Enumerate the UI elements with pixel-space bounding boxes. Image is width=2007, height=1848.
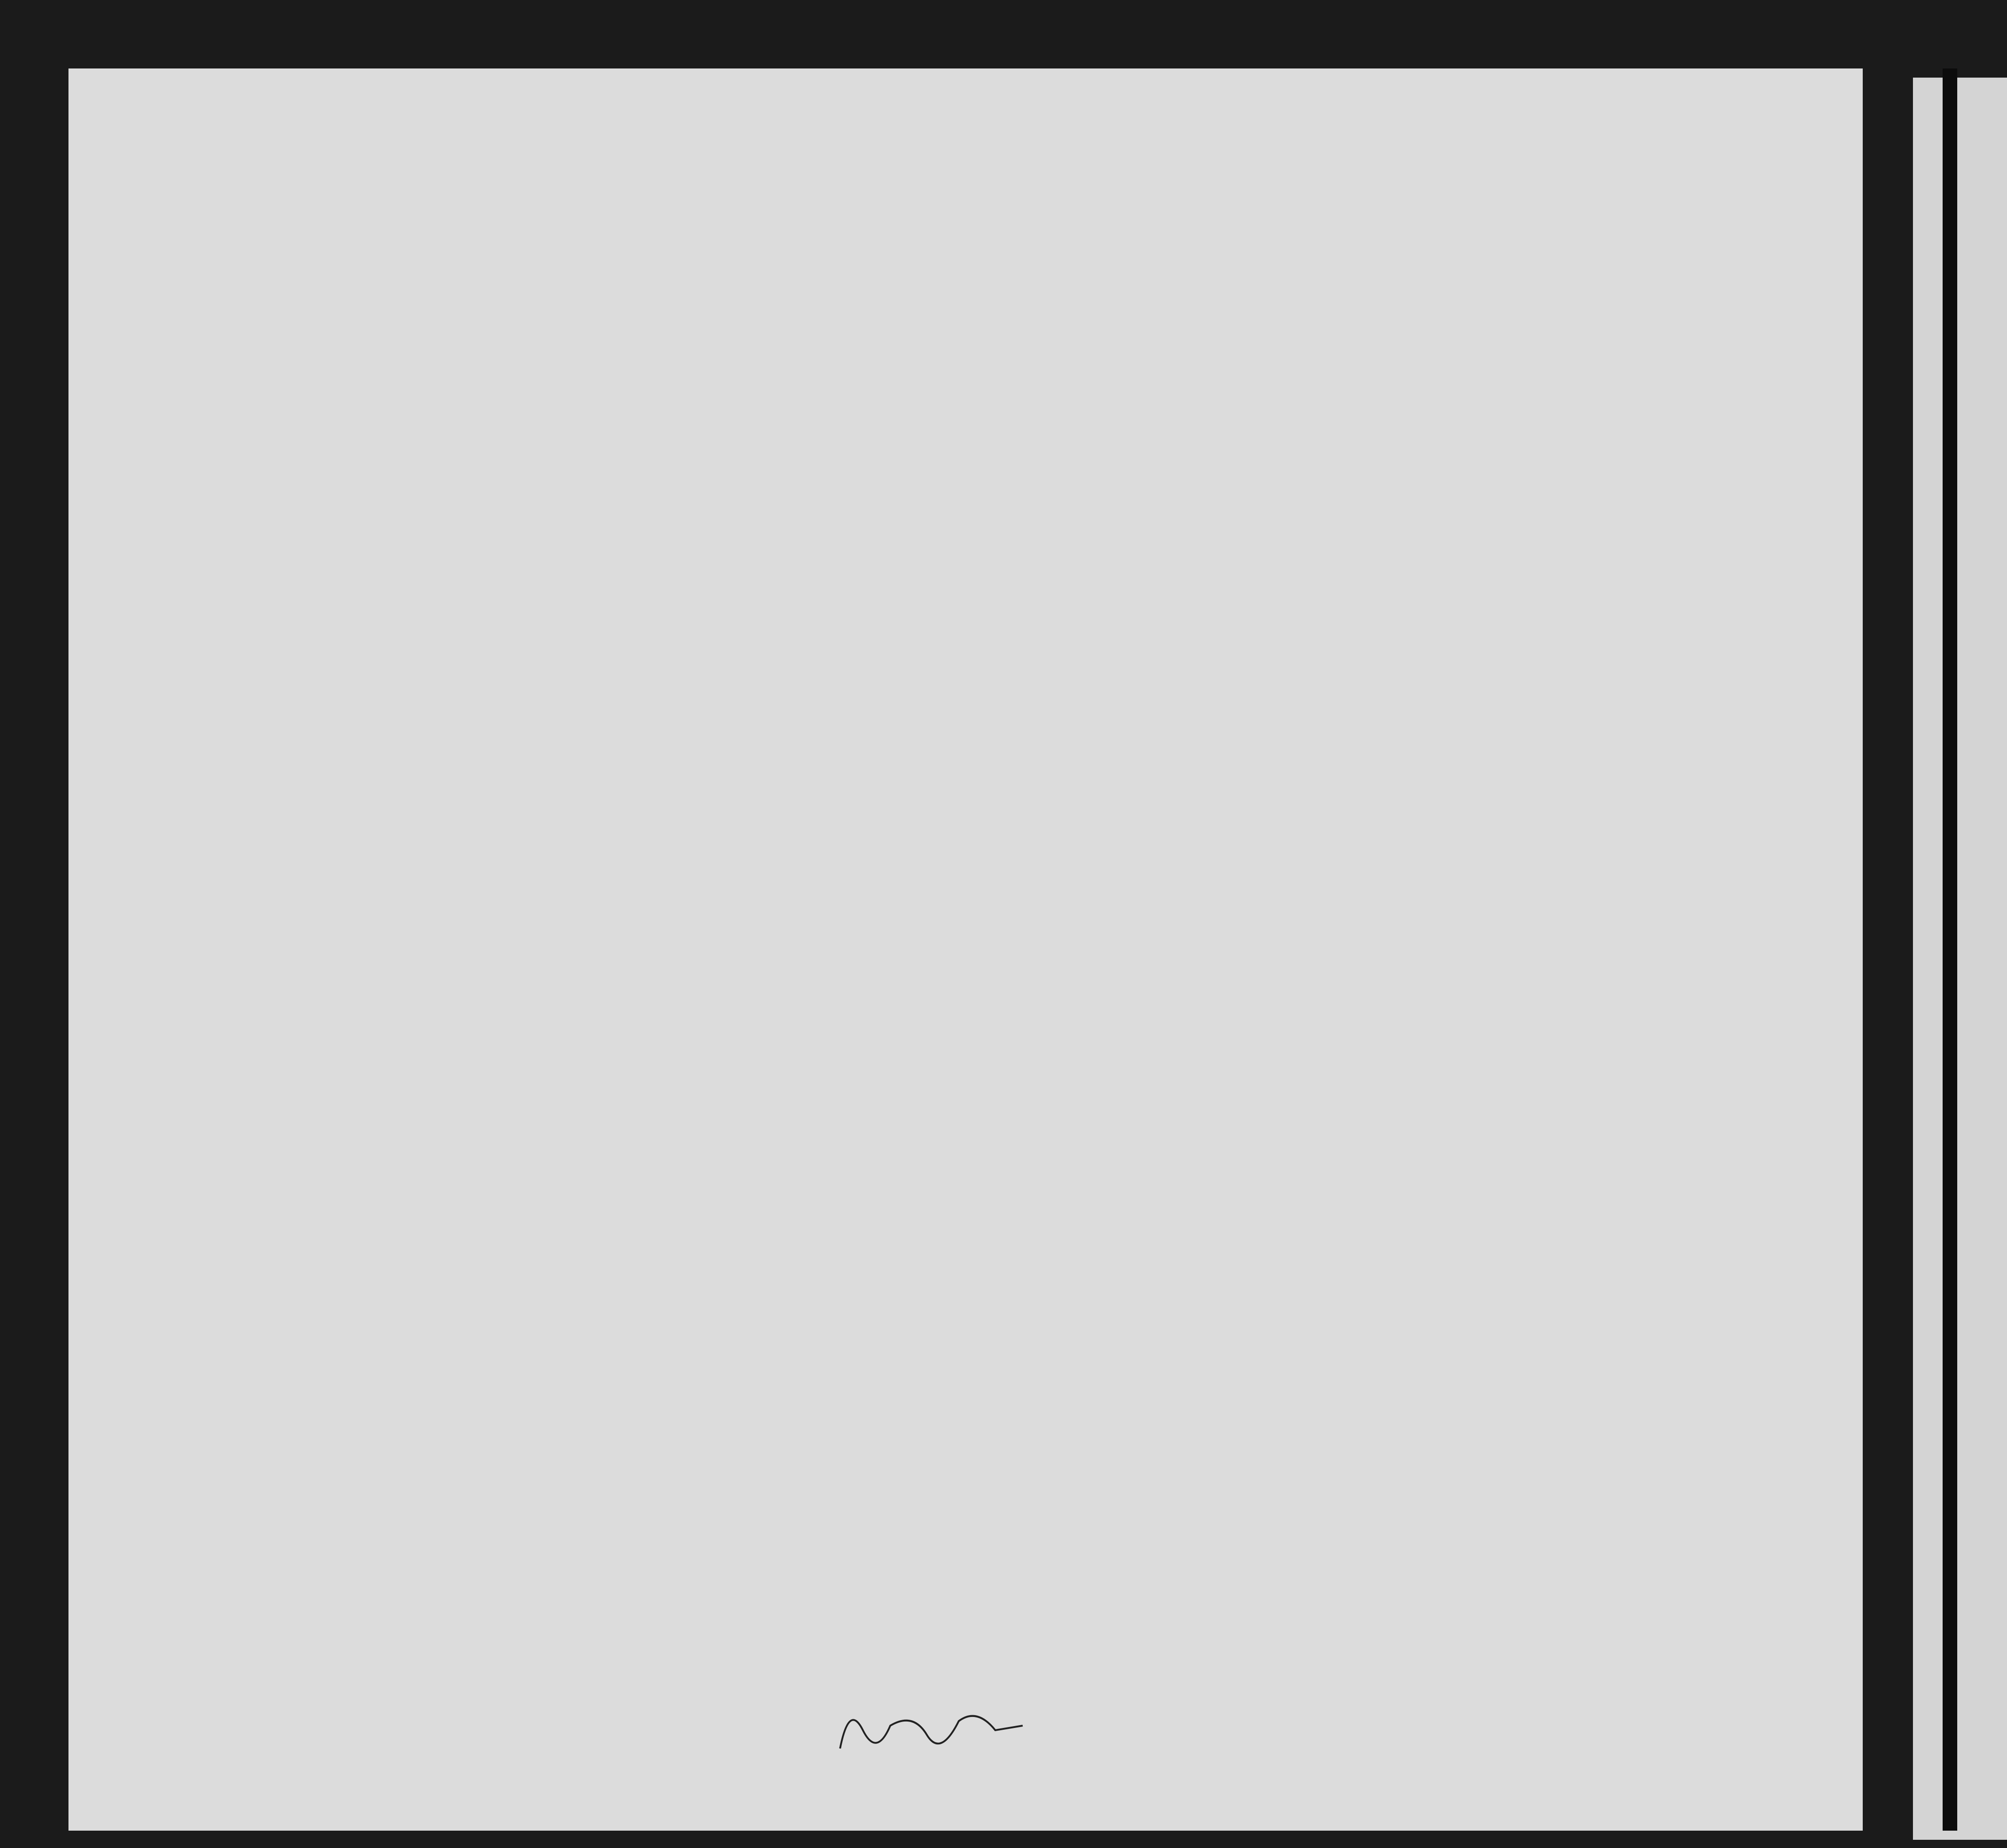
ledger-grid [68, 68, 1863, 1831]
adjacent-sheet [1913, 78, 2007, 1840]
purser-signature [822, 1694, 1050, 1767]
page-divider [1943, 68, 1957, 1831]
manifest-sheet [68, 68, 1863, 1831]
